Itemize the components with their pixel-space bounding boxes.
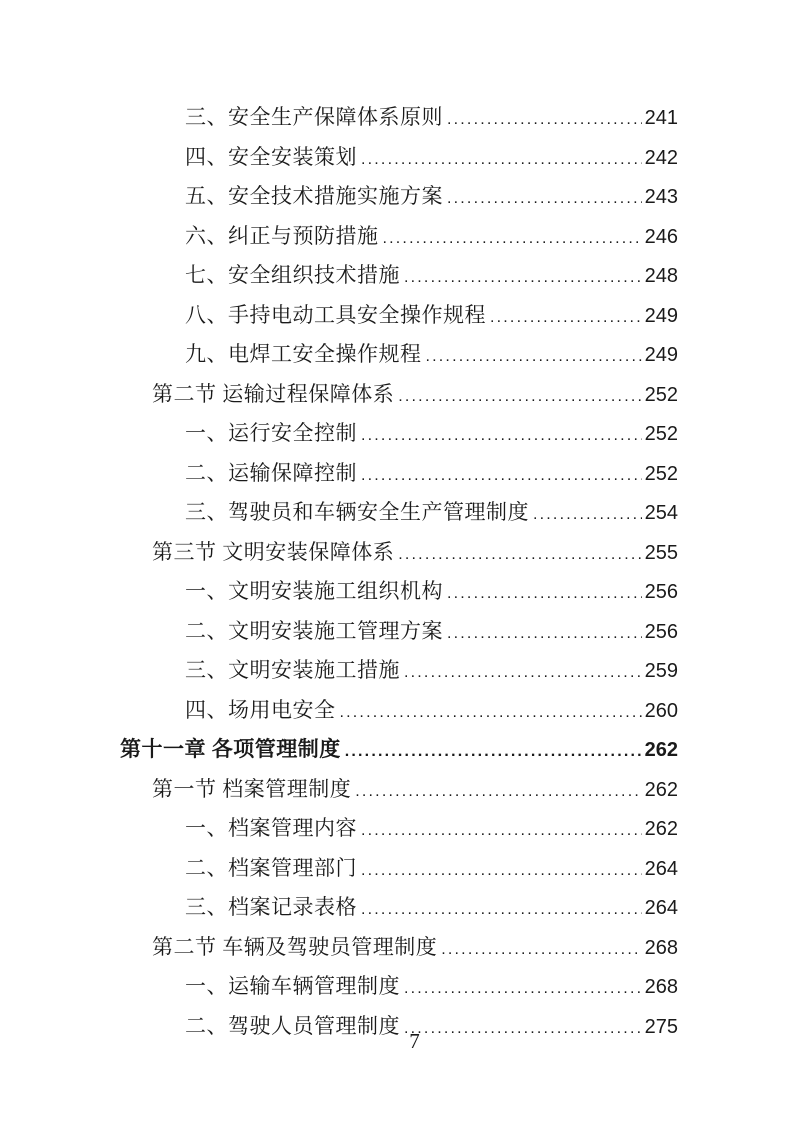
toc-leader-dots <box>447 615 642 653</box>
toc-entry-title: 一、文明安装施工组织机构 <box>185 579 443 603</box>
toc-entry-page-number: 243 <box>644 186 678 208</box>
toc-entry-title: 二、文明安装施工管理方案 <box>185 618 443 643</box>
toc-entry-page-number: 262 <box>644 778 678 801</box>
toc-entry-title: 八、手持电动工具安全操作规程 <box>185 302 486 327</box>
toc-entry-page-number: 268 <box>644 976 678 998</box>
toc-leader-dots <box>533 496 642 534</box>
toc-leader-dots <box>361 417 642 455</box>
toc-entry-page-number: 260 <box>644 699 678 722</box>
toc-entry-title: 第三节 文明安装保障体系 <box>152 539 395 564</box>
toc-entry <box>120 929 678 969</box>
toc-leader-dots <box>404 259 642 297</box>
toc-entry <box>120 850 678 890</box>
toc-leader-dots <box>426 338 642 376</box>
toc-leader-dots <box>441 931 641 969</box>
toc-entry-page-number: 262 <box>644 739 678 761</box>
toc-entry-title: 七、安全组织技术措施 <box>185 263 400 287</box>
toc-entry <box>120 613 678 653</box>
toc-leader-dots <box>490 299 642 337</box>
toc-entry-title: 三、安全生产保障体系原则 <box>185 105 443 129</box>
toc-entry-page-number: 249 <box>644 304 678 327</box>
toc-entry-page-number: 246 <box>644 225 678 248</box>
toc-entry-title: 一、运输车辆管理制度 <box>185 974 400 998</box>
toc-leader-dots <box>404 654 642 692</box>
toc-entry-title: 二、运输保障控制 <box>185 460 357 485</box>
toc-entry <box>120 652 678 692</box>
toc-entry-title: 第二节 车辆及驾驶员管理制度 <box>152 934 438 959</box>
toc-leader-dots <box>355 773 641 811</box>
toc-entry-page-number: 275 <box>644 1015 678 1038</box>
toc-entry-title: 四、场用电安全 <box>185 697 336 722</box>
toc-leader-dots <box>447 180 642 218</box>
toc-leader-dots <box>361 812 642 850</box>
toc-entry-page-number: 249 <box>644 344 678 366</box>
toc-entry <box>120 218 678 258</box>
toc-entry-title: 一、运行安全控制 <box>185 421 357 445</box>
toc-entry <box>120 494 678 534</box>
toc-entry <box>120 178 678 218</box>
toc-entry-page-number: 262 <box>644 818 678 840</box>
footer-page-number: 7 <box>409 1029 420 1053</box>
toc-entry <box>120 968 678 1008</box>
toc-entry <box>120 336 678 376</box>
toc-entry <box>120 810 678 850</box>
toc-entry-title: 五、安全技术措施实施方案 <box>185 184 443 208</box>
toc-entry <box>120 99 678 139</box>
toc-entry-title: 九、电焊工安全操作规程 <box>185 342 422 366</box>
toc-entry-title: 第一节 档案管理制度 <box>152 776 352 801</box>
toc-leader-dots <box>361 852 642 890</box>
toc-entry-title: 第二节 运输过程保障体系 <box>152 381 395 406</box>
toc-entry-page-number: 256 <box>644 620 678 643</box>
toc-entry-page-number: 252 <box>644 423 678 445</box>
toc-entry-page-number: 254 <box>644 502 678 524</box>
toc-entry-page-number: 255 <box>644 541 678 564</box>
toc-leader-dots <box>345 733 642 771</box>
toc-entry-page-number: 241 <box>644 107 678 129</box>
toc-entry <box>120 455 678 495</box>
toc-leader-dots <box>340 694 642 732</box>
toc-leader-dots <box>404 970 642 1008</box>
toc-entry-page-number: 242 <box>644 146 678 169</box>
toc-leader-dots <box>361 891 642 929</box>
toc-entry <box>120 692 678 732</box>
toc-leader-dots <box>361 457 642 495</box>
toc-entry-page-number: 268 <box>644 936 678 959</box>
toc-entry-title: 三、驾驶员和车辆安全生产管理制度 <box>185 500 529 524</box>
toc-entry-title: 三、档案记录表格 <box>185 895 357 919</box>
toc-entry-title: 二、档案管理部门 <box>185 855 357 880</box>
toc-entry <box>120 889 678 929</box>
toc-entry <box>120 534 678 574</box>
toc-entry <box>120 257 678 297</box>
toc-entry <box>120 376 678 416</box>
toc-entry-title: 四、安全安装策划 <box>185 144 357 169</box>
toc-entry-title: 第十一章 各项管理制度 <box>120 737 341 761</box>
toc-entry-page-number: 248 <box>644 265 678 287</box>
toc-leader-dots <box>398 378 641 416</box>
toc-entry <box>120 415 678 455</box>
toc-entry <box>120 573 678 613</box>
toc-leader-dots <box>398 536 641 574</box>
toc-entry-page-number: 264 <box>644 897 678 919</box>
toc-leader-dots <box>447 575 642 613</box>
toc-entry <box>120 297 678 337</box>
toc-entry-page-number: 252 <box>644 383 678 406</box>
toc-entry-page-number: 264 <box>644 857 678 880</box>
toc-entry-title: 六、纠正与预防措施 <box>185 223 379 248</box>
table-of-contents <box>120 99 678 1047</box>
toc-entry <box>120 771 678 811</box>
toc-entry-page-number: 252 <box>644 462 678 485</box>
toc-entry <box>120 731 678 771</box>
toc-leader-dots <box>383 220 642 258</box>
toc-entry-title: 一、档案管理内容 <box>185 816 357 840</box>
toc-entry-page-number: 256 <box>644 581 678 603</box>
toc-entry-title: 三、文明安装施工措施 <box>185 658 400 682</box>
toc-entry-title: 二、驾驶人员管理制度 <box>185 1013 400 1038</box>
toc-entry <box>120 139 678 179</box>
toc-leader-dots <box>447 101 642 139</box>
toc-leader-dots <box>361 141 642 179</box>
page-footer <box>0 1026 793 1056</box>
toc-entry-page-number: 259 <box>644 660 678 682</box>
